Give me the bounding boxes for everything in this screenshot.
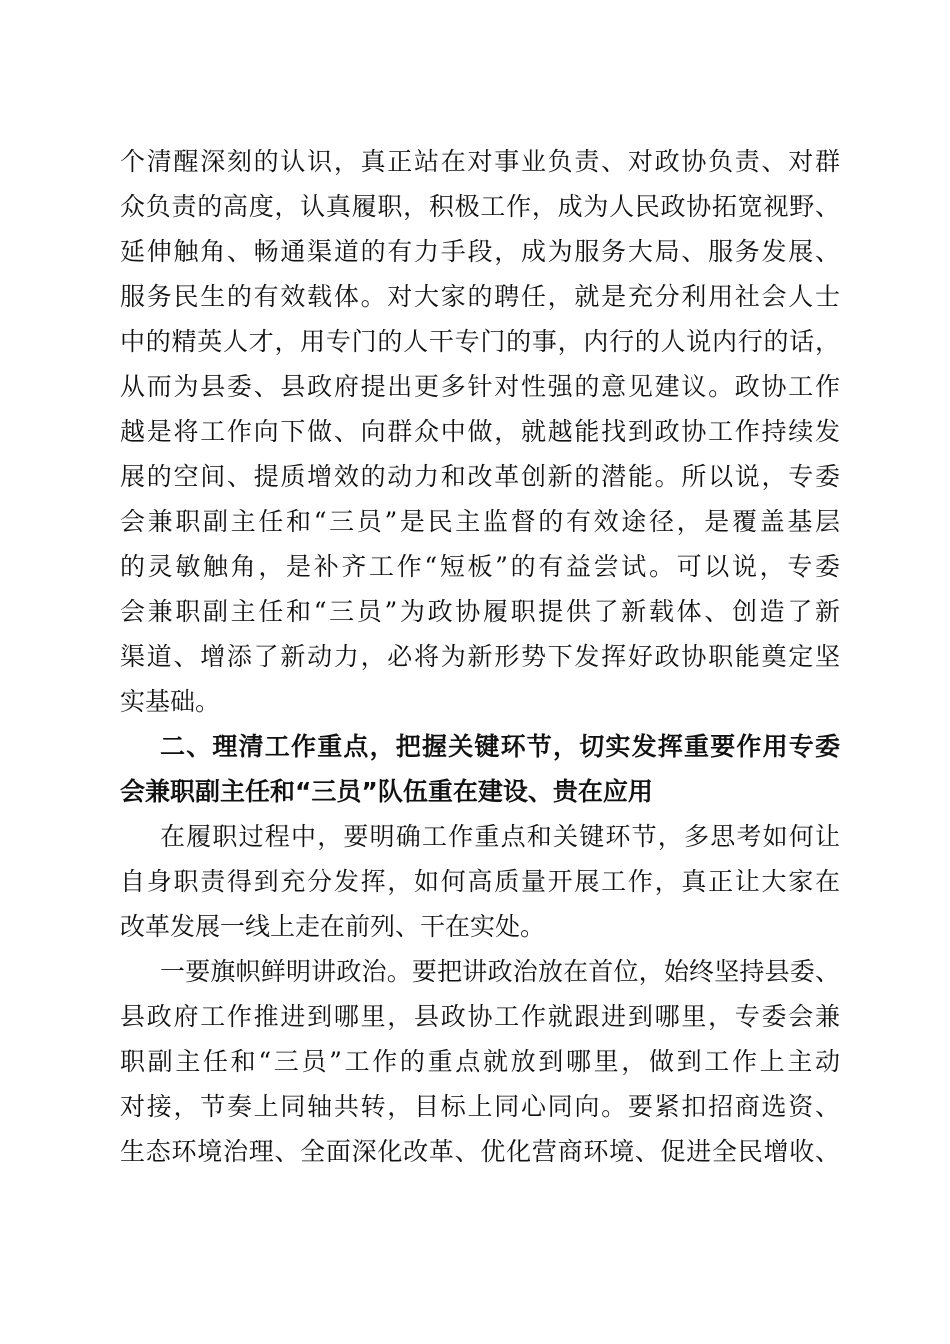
heading-line: 会兼职副主任和“三员”队伍重在建设、贵在应用 [120, 777, 653, 806]
text-line: 职副主任和“三员”工作的重点就放到哪里，做到工作上主动 [120, 1047, 840, 1076]
text-line: 自身职责得到充分发挥，如何高质量开展工作，真正让大家在 [120, 867, 840, 896]
text-line: 生态环境治理、全面深化改革、优化营商环境、促进全民增收、 [120, 1137, 840, 1166]
text-line: 的灵敏触角，是补齐工作“短板”的有益尝试。可以说，专委 [120, 552, 840, 581]
text-line: 在履职过程中，要明确工作重点和关键环节，多思考如何让 [160, 822, 840, 851]
text-line: 延伸触角、畅通渠道的有力手段，成为服务大局、服务发展、 [120, 237, 840, 266]
text-line: 展的空间、提质增效的动力和改革创新的潜能。所以说，专委 [120, 462, 840, 491]
text-line: 县政府工作推进到哪里，县政协工作就跟进到哪里，专委会兼 [120, 1002, 840, 1031]
text-line: 众负责的高度，认真履职，积极工作，成为人民政协拓宽视野、 [120, 192, 840, 221]
text-line: 渠道、增添了新动力，必将为新形势下发挥好政协职能奠定坚 [120, 642, 840, 671]
text-line: 服务民生的有效载体。对大家的聘任，就是充分利用社会人士 [120, 282, 840, 311]
text-line: 越是将工作向下做、向群众中做，就越能找到政协工作持续发 [120, 417, 840, 446]
heading-line: 二、理清工作重点，把握关键环节，切实发挥重要作用专委 [160, 732, 840, 761]
text-line: 对接，节奏上同轴共转，目标上同心同向。要紧扣招商选资、 [120, 1092, 840, 1121]
text-line: 会兼职副主任和“三员”是民主监督的有效途径，是覆盖基层 [120, 507, 840, 536]
text-line: 会兼职副主任和“三员”为政协履职提供了新载体、创造了新 [120, 597, 840, 626]
text-line: 改革发展一线上走在前列、干在实处。 [120, 912, 546, 941]
text-line: 实基础。 [120, 687, 221, 716]
text-line: 从而为县委、县政府提出更多针对性强的意见建议。政协工作 [120, 372, 840, 401]
text-line: 中的精英人才，用专门的人干专门的事，内行的人说内行的话， [120, 327, 840, 356]
text-line: 个清醒深刻的认识，真正站在对事业负责、对政协负责、对群 [120, 147, 840, 176]
text-line: 一要旗帜鲜明讲政治。要把讲政治放在首位，始终坚持县委、 [160, 957, 840, 986]
